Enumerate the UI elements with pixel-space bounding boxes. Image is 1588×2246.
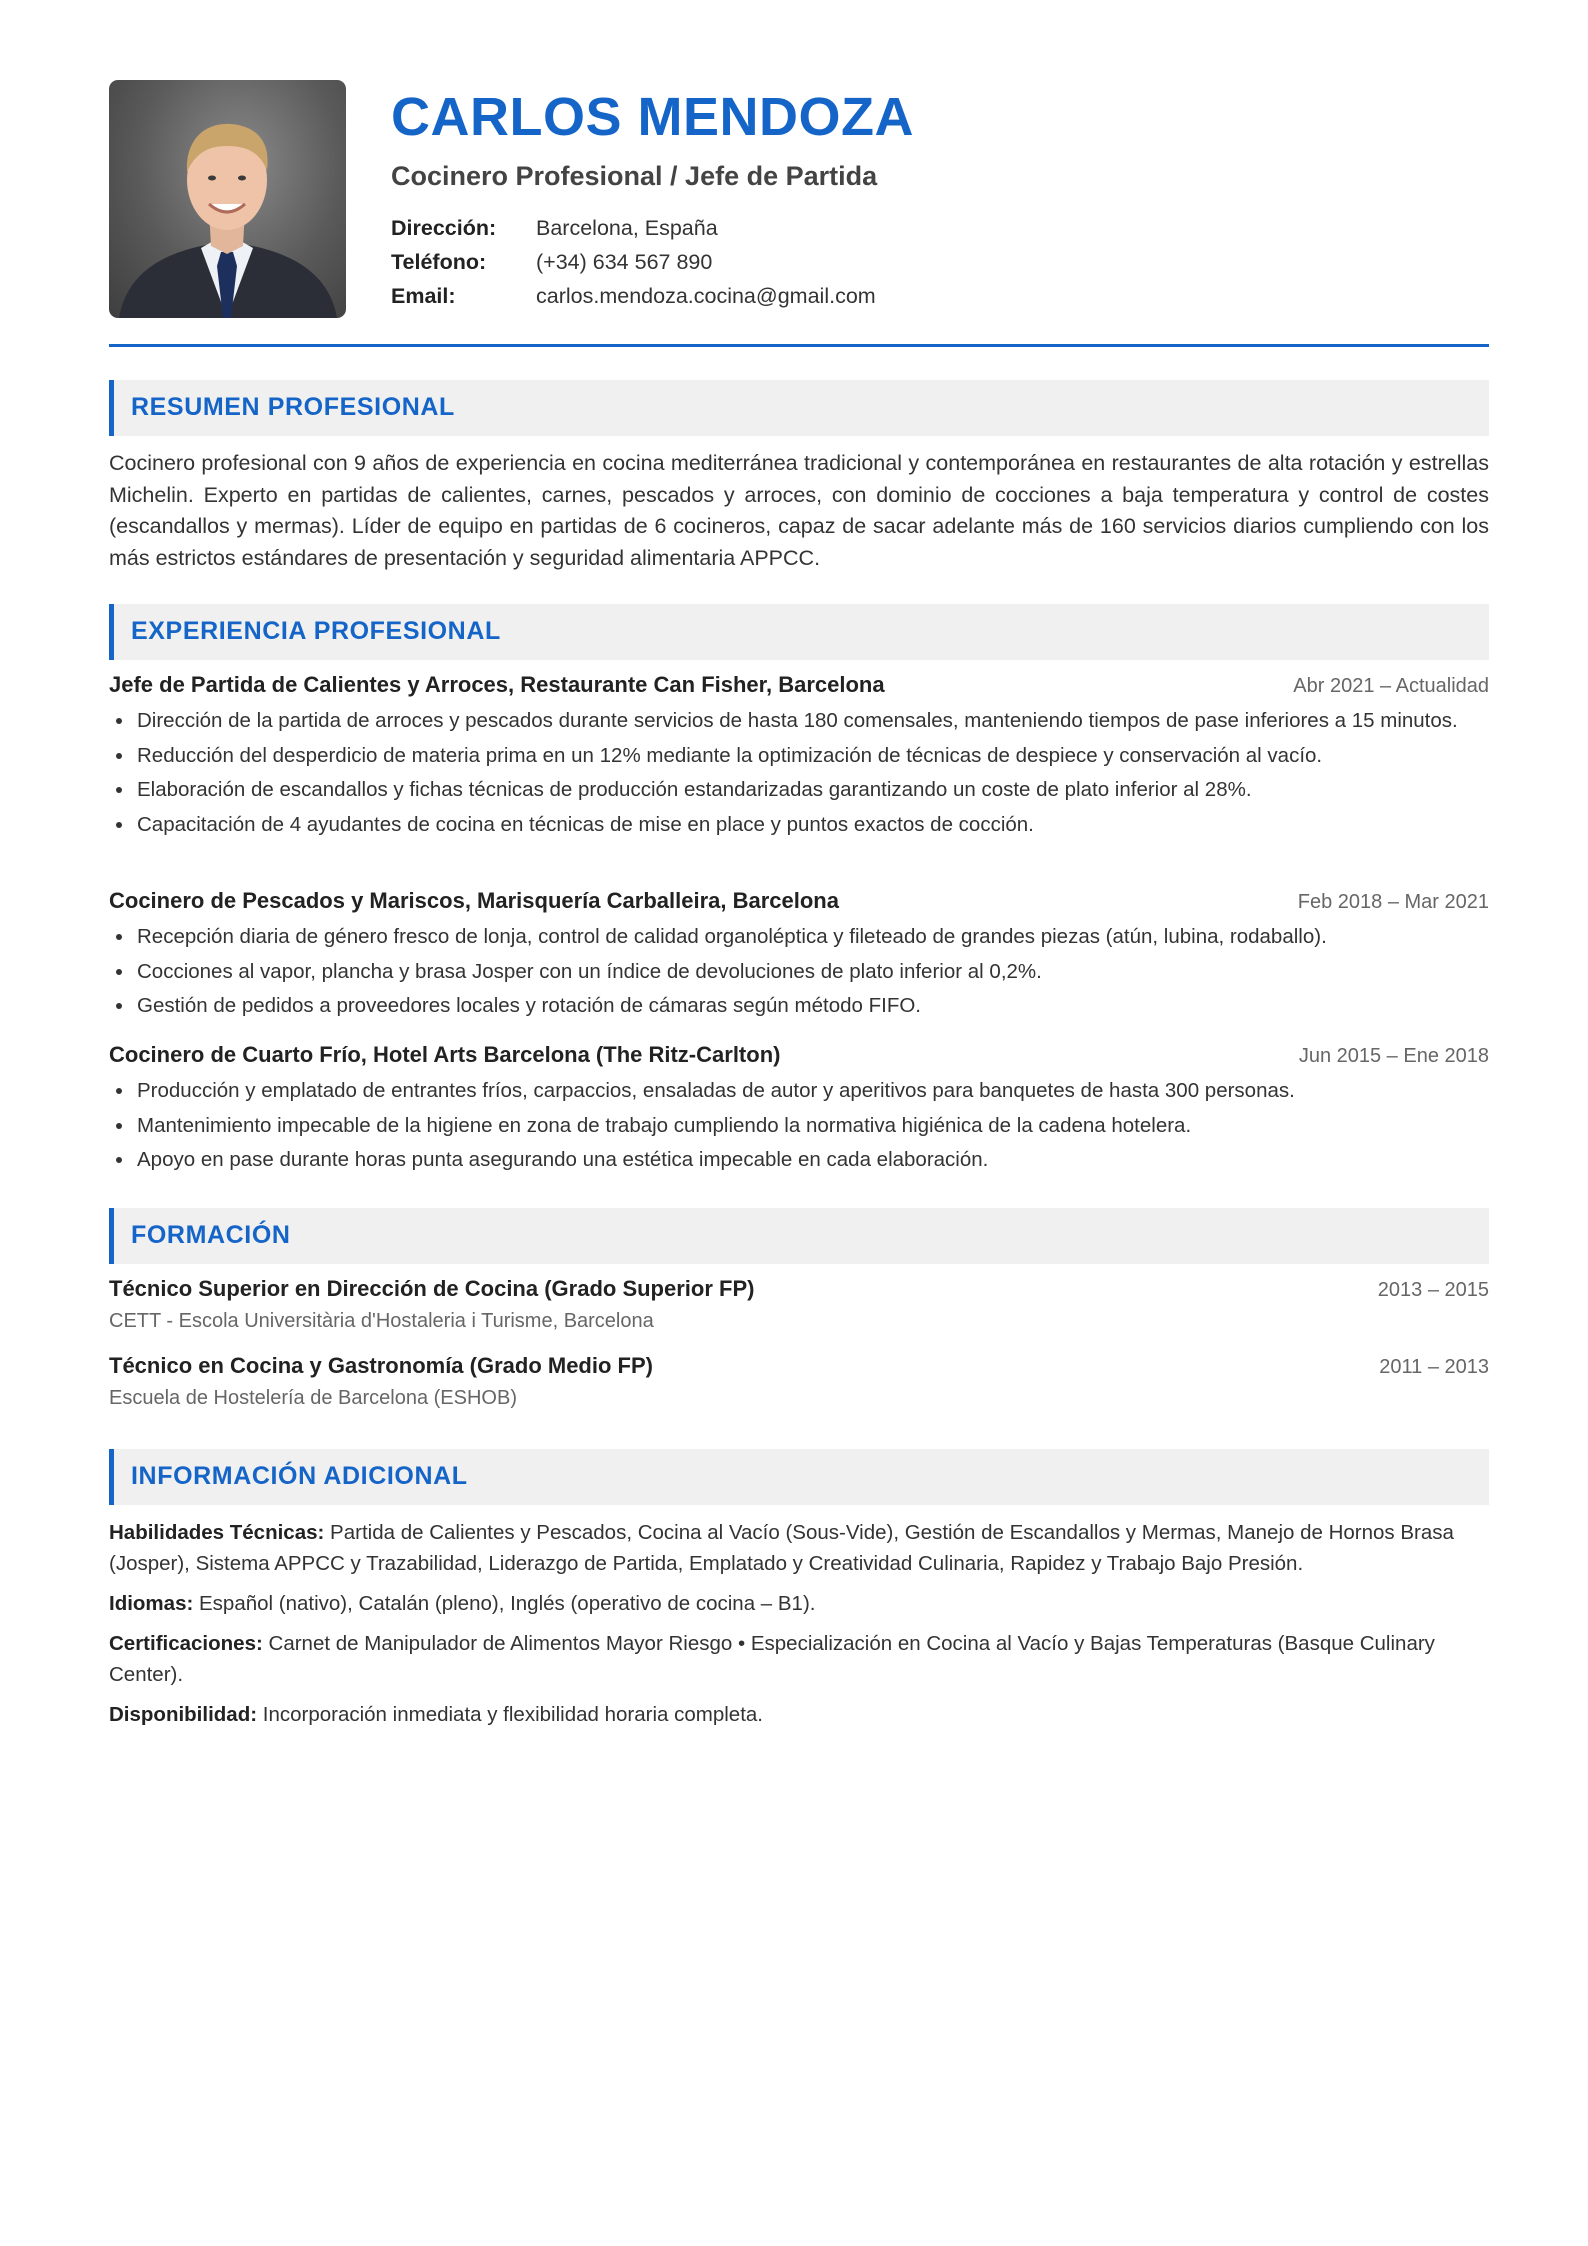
- candidate-name: CARLOS MENDOZA: [391, 87, 914, 147]
- degree-title: Técnico Superior en Dirección de Cocina (Grado Superior FP): [109, 1276, 755, 1301]
- info-certifications: [109, 1628, 1489, 1690]
- contact-label: Teléfono:: [391, 250, 487, 274]
- section-heading-additional: [109, 1449, 1489, 1505]
- job-title: Cocinero de Cuarto Frío, Hotel Arts Barcelona (The Ritz-Carlton): [109, 1042, 781, 1067]
- bullet-item: Recepción diaria de género fresco de lonja, control de calidad organoléptica y fileteado de grandes piezas (atún, lubina, rodaballo).: [109, 922, 1489, 951]
- info-text: Incorporación inmediata y flexibilidad horaria completa.: [262, 1703, 763, 1726]
- contact-email: [391, 279, 876, 313]
- school-name: CETT - Escola Universitària d'Hostaleria i Turisme, Barcelona: [109, 1310, 654, 1332]
- school-name: Escuela de Hostelería de Barcelona (ESHOB): [109, 1387, 517, 1409]
- section-title: RESUMEN PROFESIONAL: [131, 393, 455, 421]
- summary-text: Cocinero profesional con 9 años de experiencia en cocina mediterránea tradicional y contemporánea en restaurantes de alta rotación y estrellas Michelin. Experto en partidas de calientes, carnes, pescados y arroces, con dominio de cocciones a baja temperatura y control de costes (escandallos y mermas). Líder de equipo en partidas de 6 cocineros, capaz de sacar adelante más de 160 servicios diarios cumpliendo con los más estrictos estándares de presentación y seguridad alimentaria APPCC.: [109, 451, 1489, 570]
- section-heading-education: [109, 1208, 1489, 1264]
- section-title: INFORMACIÓN ADICIONAL: [131, 1462, 468, 1490]
- degree-title: Técnico en Cocina y Gastronomía (Grado Medio FP): [109, 1353, 653, 1378]
- education-entry: [109, 1276, 1489, 1333]
- portrait-illustration: [109, 80, 346, 318]
- job-entry: [109, 672, 1489, 844]
- contact-label: Dirección:: [391, 216, 497, 240]
- education-entry: [109, 1353, 1489, 1410]
- bullet-item: Elaboración de escandallos y fichas técnicas de producción estandarizadas garantizando un coste de plato inferior al 28%.: [109, 775, 1489, 804]
- info-availability: [109, 1699, 1489, 1730]
- contact-address: [391, 211, 876, 245]
- job-date: Feb 2018 – Mar 2021: [1297, 891, 1489, 913]
- info-label: Habilidades Técnicas:: [109, 1521, 325, 1544]
- bullet-item: Cocciones al vapor, plancha y brasa Josper con un índice de devoluciones de plato inferior al 0,2%.: [109, 957, 1489, 986]
- info-skills: [109, 1517, 1489, 1579]
- contact-label: Email:: [391, 284, 456, 308]
- additional-info: [109, 1517, 1489, 1739]
- info-label: Certificaciones:: [109, 1632, 263, 1655]
- job-bullets: [109, 922, 1489, 1020]
- info-label: Idiomas:: [109, 1592, 194, 1615]
- info-text: Partida de Calientes y Pescados, Cocina al Vacío (Sous-Vide), Gestión de Escandallos y Mermas, Manejo de Hornos Brasa (Josper), Sistema APPCC y Trazabilidad, Liderazgo de Partida, Emplatado y Creatividad Culinaria, Rapidez y Trabajo Bajo Presión.: [109, 1521, 1454, 1575]
- bullet-item: Capacitación de 4 ayudantes de cocina en técnicas de mise en place y puntos exactos de cocción.: [109, 810, 1489, 839]
- contact-phone: [391, 245, 876, 279]
- bullet-item: Gestión de pedidos a proveedores locales y rotación de cámaras según método FIFO.: [109, 991, 1489, 1020]
- profile-photo: [109, 80, 346, 318]
- degree-date: 2011 – 2013: [1379, 1356, 1489, 1378]
- job-date: Jun 2015 – Ene 2018: [1298, 1045, 1489, 1067]
- job-title: Cocinero de Pescados y Mariscos, Marisquería Carballeira, Barcelona: [109, 888, 839, 913]
- job-title: Jefe de Partida de Calientes y Arroces, Restaurante Can Fisher, Barcelona: [109, 672, 885, 697]
- section-title: FORMACIÓN: [131, 1221, 291, 1249]
- section-title: EXPERIENCIA PROFESIONAL: [131, 617, 501, 645]
- info-text: Carnet de Manipulador de Alimentos Mayor Riesgo • Especialización en Cocina al Vacío y Bajas Temperaturas (Basque Culinary Center).: [109, 1632, 1435, 1686]
- contact-info: [391, 211, 876, 313]
- job-date: Abr 2021 – Actualidad: [1293, 675, 1489, 697]
- info-languages: [109, 1588, 1489, 1619]
- header-divider: [109, 344, 1489, 347]
- section-heading-summary: [109, 380, 1489, 436]
- bullet-item: Producción y emplatado de entrantes fríos, carpaccios, ensaladas de autor y aperitivos para banquetes de hasta 300 personas.: [109, 1076, 1489, 1105]
- bullet-item: Mantenimiento impecable de la higiene en zona de trabajo cumpliendo la normativa higiénica de la cadena hotelera.: [109, 1111, 1489, 1140]
- contact-value: Barcelona, España: [536, 216, 718, 240]
- job-subtitle: Cocinero Profesional / Jefe de Partida: [391, 161, 878, 191]
- contact-value: carlos.mendoza.cocina@gmail.com: [536, 284, 876, 308]
- bullet-item: Dirección de la partida de arroces y pescados durante servicios de hasta 180 comensales, manteniendo tiempos de pase inferiores a 15 minutos.: [109, 706, 1489, 735]
- info-label: Disponibilidad:: [109, 1703, 258, 1726]
- job-bullets: [109, 1076, 1489, 1174]
- job-entry: [109, 888, 1489, 1026]
- contact-value: (+34) 634 567 890: [536, 250, 713, 274]
- job-bullets: [109, 706, 1489, 839]
- bullet-item: Apoyo en pase durante horas punta asegurando una estética impecable en cada elaboración.: [109, 1145, 1489, 1174]
- section-heading-experience: [109, 604, 1489, 660]
- job-entry: [109, 1042, 1489, 1180]
- bullet-item: Reducción del desperdicio de materia prima en un 12% mediante la optimización de técnicas de despiece y conservación al vacío.: [109, 741, 1489, 770]
- degree-date: 2013 – 2015: [1377, 1279, 1489, 1301]
- info-text: Español (nativo), Catalán (pleno), Inglés (operativo de cocina – B1).: [199, 1592, 816, 1615]
